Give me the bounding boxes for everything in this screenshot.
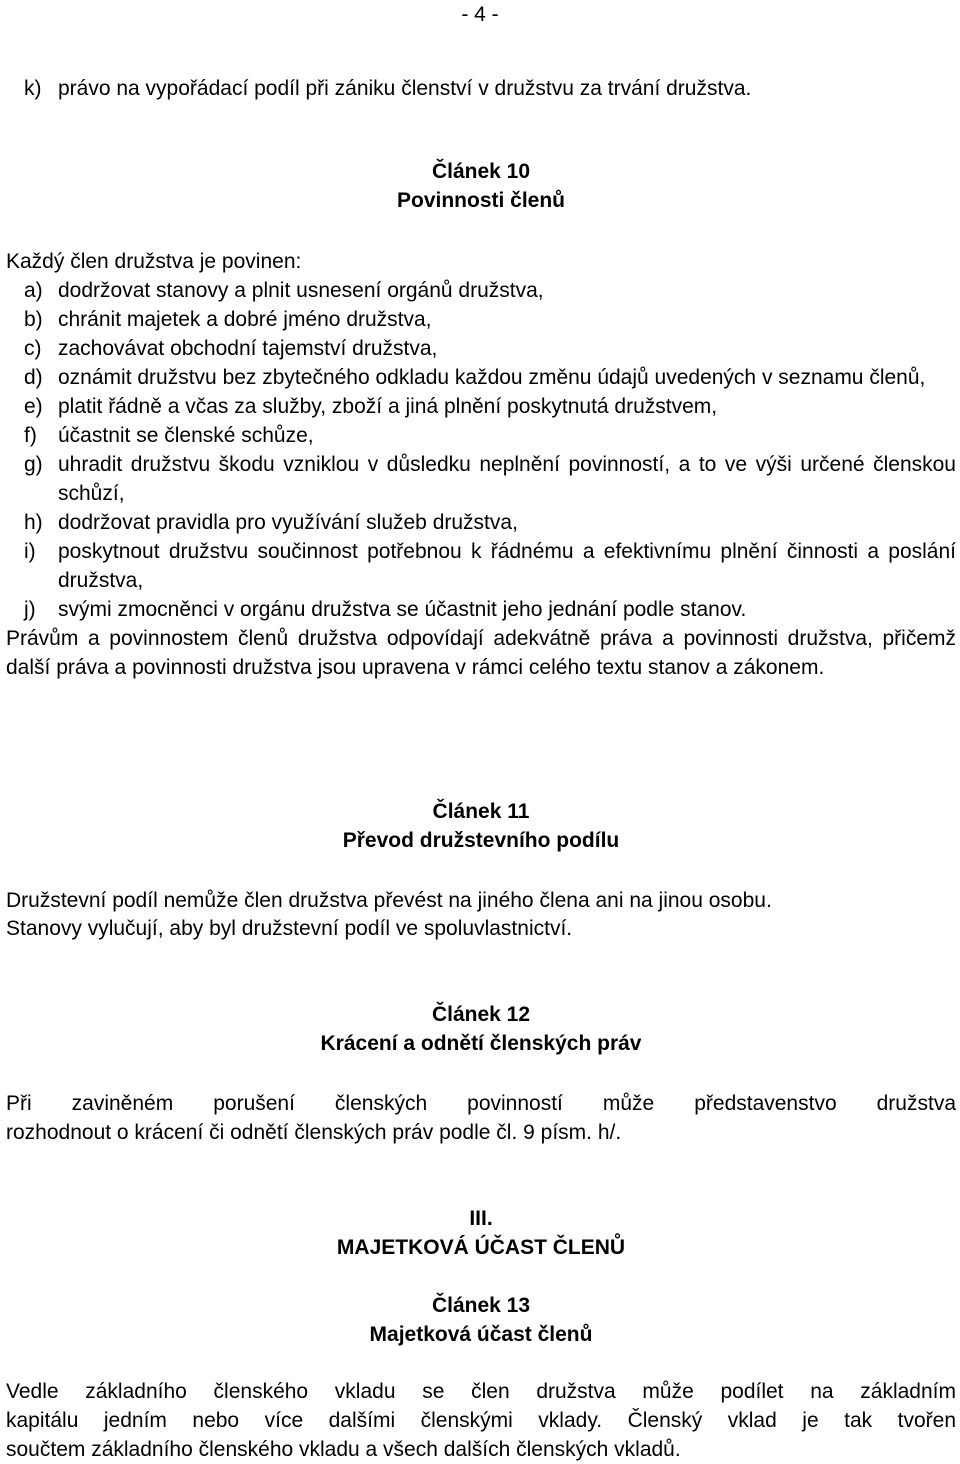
list-item-letter: d) xyxy=(24,366,43,389)
article-12-line-2: rozhodnout o krácení či odnětí členských práv podle čl. 9 písm. h/. xyxy=(6,1121,622,1144)
article-13-title: Majetková účast členů xyxy=(369,1323,593,1346)
article-11-line-2: Stanovy vylučují, aby byl družstevní podíl ve spoluvlastnictví. xyxy=(6,917,573,940)
list-item xyxy=(6,392,956,421)
list-item-text: chránit majetek a dobré jméno družstva, xyxy=(58,308,432,331)
list-item xyxy=(6,421,956,450)
list-item-text: platit řádně a včas za služby, zboží a jiná plnění poskytnutá družstvem, xyxy=(58,395,718,418)
article-12-title: Krácení a odnětí členských práv xyxy=(320,1032,642,1055)
list-item-letter: i) xyxy=(24,540,36,563)
list-item-letter: a) xyxy=(24,279,43,302)
article-11-title: Převod družstevního podílu xyxy=(342,829,620,852)
list-item-text: účastnit se členské schůze, xyxy=(58,424,314,447)
list-item-letter: j) xyxy=(24,598,36,621)
article-10-title: Povinnosti členů xyxy=(396,189,566,212)
list-item xyxy=(6,363,956,392)
page-number: - 4 - xyxy=(461,3,499,26)
list-item-text: poskytnout družstvu součinnost potřebnou k řádnému a efektivnímu plnění činnosti a poslání družstva, xyxy=(58,540,956,592)
list-item xyxy=(6,334,956,363)
article-10-heading: Článek 10 xyxy=(431,160,531,183)
list-item-text: oznámit družstvu bez zbytečného odkladu každou změnu údajů uvedených v seznamu členů, xyxy=(58,366,926,389)
article-11-line-1: Družstevní podíl nemůže člen družstva převést na jiného člena ani na jinou osobu. xyxy=(6,889,772,912)
article-13-line-1: Vedle základního členského vkladu se člen družstva může podílet na základním xyxy=(6,1380,956,1403)
part-3-numeral: III. xyxy=(469,1207,493,1230)
list-item xyxy=(6,276,956,305)
article-12-heading: Článek 12 xyxy=(431,1003,531,1026)
article-13-heading: Článek 13 xyxy=(431,1294,531,1317)
article-10-intro: Každý člen družstva je povinen: xyxy=(6,250,302,273)
article-13-line-2: kapitálu jedním nebo více dalšími členskými vklady. Členský vklad je tak tvořen xyxy=(6,1409,956,1432)
list-item xyxy=(6,508,956,537)
article-13-line-3: součtem základního členského vkladu a všech dalších členských vkladů. xyxy=(6,1438,681,1461)
list-item-letter: b) xyxy=(24,308,43,331)
list-item-text: právo na vypořádací podíl při zániku členství v družstvu za trvání družstva. xyxy=(58,77,752,100)
list-item-text: dodržovat pravidla pro využívání služeb družstva, xyxy=(58,511,518,534)
list-item xyxy=(6,450,956,508)
list-item-text: uhradit družstvu škodu vzniklou v důsledku neplnění povinností, a to ve výši určené členskou schůzí, xyxy=(58,453,956,505)
list-item-letter: k) xyxy=(24,77,42,100)
list-item-letter: f) xyxy=(24,424,37,447)
list-item-text: dodržovat stanovy a plnit usnesení orgánů družstva, xyxy=(58,279,544,302)
list-item-letter: h) xyxy=(24,511,43,534)
list-item xyxy=(6,305,956,334)
part-3-title: MAJETKOVÁ ÚČAST ČLENŮ xyxy=(336,1236,626,1259)
list-item-letter: g) xyxy=(24,453,43,476)
duties-list xyxy=(6,276,956,624)
article-12-line-1: Při zaviněném porušení členských povinností může představenstvo družstva xyxy=(6,1092,956,1115)
article-10-body xyxy=(6,247,956,682)
list-item-letter: c) xyxy=(24,337,42,360)
list-item-letter: e) xyxy=(24,395,43,418)
list-item-k xyxy=(6,74,956,103)
list-item-text: svými zmocněnci v orgánu družstva se účastnit jeho jednání podle stanov. xyxy=(58,598,747,621)
list-item xyxy=(6,537,956,595)
article-10-paragraph: Právům a povinnostem členů družstva odpovídají adekvátně práva a povinnosti družstva, přičemž další práva a povinnosti družstva jsou upravena v rámci celého textu stanov a zákonem. xyxy=(6,627,956,679)
article-11-heading: Článek 11 xyxy=(432,800,530,823)
list-item xyxy=(6,595,956,624)
list-item-text: zachovávat obchodní tajemství družstva, xyxy=(58,337,438,360)
